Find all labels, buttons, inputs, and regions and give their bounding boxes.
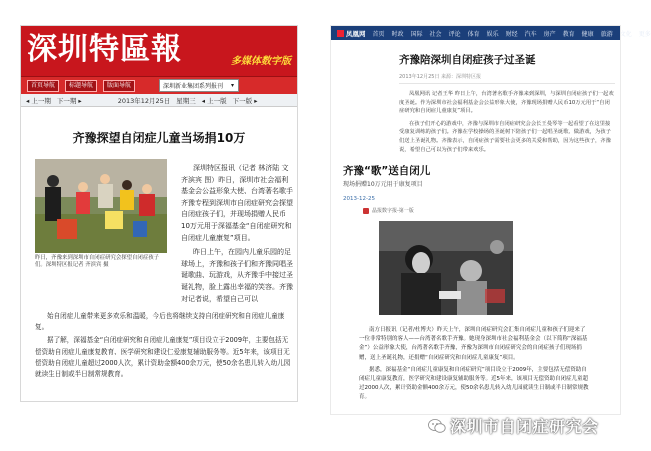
newspaper-clipping (20, 25, 298, 402)
nav-item[interactable]: 评论 (448, 30, 461, 38)
second-article-title: 齐豫“歌”送自闭儿 (343, 165, 431, 177)
newspaper-tagline: 多媒体数字版 (231, 56, 291, 67)
web-article-body (399, 90, 615, 154)
newspaper-masthead (21, 26, 297, 76)
nav-item[interactable]: 房产 (543, 30, 556, 38)
nav-item[interactable]: 体育 (467, 30, 480, 38)
media-icon (363, 208, 369, 214)
media-source-label: 晶报数字报-第一版 (372, 208, 414, 214)
prev-issue-label: 上一期 (31, 96, 51, 105)
site-brand-label: 凤凰网 (346, 29, 366, 38)
next-page-label: 下一版 (232, 96, 253, 105)
nav-item-more[interactable]: 更多 (638, 30, 651, 38)
second-article-body (359, 326, 589, 406)
photo-caption: 昨日，齐豫来到深圳市自闭症研究会探望自闭症孩子们。深圳特区报记者 齐滨宾 摄 (35, 255, 159, 268)
chevron-down-icon: ▾ (231, 82, 235, 89)
watermark-text: 深圳市自闭症研究会 (450, 417, 599, 436)
nav-item[interactable]: 文化 (619, 30, 632, 38)
issue-date: 2013年12月25日 (117, 96, 171, 105)
article-title: 齐豫探望自闭症儿童当场捐10万 (72, 131, 246, 145)
prev-page-label: 上一版 (207, 96, 227, 105)
site-brand[interactable] (337, 29, 366, 38)
web-paragraph: 在孩子们开心的游戏中，齐豫与深圳市自闭症研究会会长王曼琴等一起看望了在这里接受康复训练的孩子们。齐豫在学校操场的圣诞树下陪孩子们一起唱圣诞歌、做游戏，为孩子们送上圣诞礼物。齐豫表示，自闭症孩子需要社会更多的关爱和帮助，因为这些孩子，齐豫说，希望自己可以为孩子们带来欢乐。 (399, 120, 611, 153)
media-source[interactable] (363, 207, 414, 214)
second-article-subtitle: 现场捐赠10万元用于康复项目 (343, 181, 423, 188)
next-issue-label: 下一期 (56, 96, 77, 105)
brand-logo-icon (337, 30, 344, 37)
next-page-link[interactable]: 下一版 ▸ (232, 96, 258, 105)
title-nav-button[interactable]: 标题导航 (65, 80, 97, 92)
edition-select[interactable]: 深圳新业集团系列报刊 (159, 79, 239, 92)
newspaper-subbar (21, 76, 297, 94)
article-paragraph: 据了解，深福基金“自闭症研究和自闭症儿童康复”项目设立于2009年，主要包括无偿资助自闭症儿童康复教育、医学研究和建设仁爱康复辅助服务等。近5年来，该项目无偿资助自闭症儿童超过2000人次，累计资助金额400余万元，使50余名患儿转入幼儿园就读生日制或半日制常规教育。 (35, 336, 291, 379)
prev-issue-link[interactable]: ◂ 上一期 (26, 96, 51, 105)
web-paragraph: 据悉，深福基金“自闭症儿童康复和自闭症研究”项目设立于2009年，主要包括无偿资助自闭症儿童康复教育，医学研究和建设康复辅助服务等。近5年来，该项目无偿资助自闭症儿童超过2000人次，累计资助金额400余万元，使50余名患儿转入幼儿园就读生日制或半日制常规教育。 (359, 366, 589, 401)
singer-with-child-photo (379, 221, 513, 315)
article-paragraph: 始自闭症儿童带来更多欢乐和温暖，今后也将继续支持自闭症研究和自闭症儿童康复。 (35, 312, 285, 332)
watermark (428, 414, 599, 437)
article-paragraph: 昨日上午，在园内儿童乐园的足球场上，齐豫和孩子们和齐豫同唱圣诞歌曲、玩游戏，从齐豫手中接过圣诞礼物，脸上露出幸福的笑容。齐豫对记者说，希望自己可以 (181, 248, 293, 303)
nav-item[interactable]: 旅游 (600, 30, 613, 38)
page-nav-button[interactable]: 版面导航 (103, 80, 135, 92)
article-paragraph: 深圳特区报讯（记者 林济陆 文 齐滨宾 图）昨日，深圳市社会福利基金会公益形象大使、台湾著名歌手齐豫专程到深圳市自闭症研究会探望自闭症孩子们，并现场捐赠人民币10万元用于深福基金“自闭症研究和自闭症儿童康复”项目。 (181, 164, 293, 242)
article-body (35, 311, 293, 382)
nav-item[interactable]: 娱乐 (486, 30, 499, 38)
issue-weekday: 星期三 (176, 96, 196, 105)
nav-item[interactable]: 财经 (505, 30, 518, 38)
site-navbar (331, 26, 651, 40)
web-news-page (330, 25, 651, 415)
nav-item[interactable]: 教育 (562, 30, 575, 38)
web-article-meta: 2013年12月25日 来源：深圳特区报 (399, 73, 615, 84)
article-column (181, 163, 293, 308)
article-photo (35, 159, 167, 253)
second-article-photo (379, 221, 513, 315)
newspaper-navbar (21, 94, 297, 107)
next-issue-link[interactable]: 下一期 ▸ (56, 96, 82, 105)
newspaper-logo: 深圳特區報 (27, 32, 182, 67)
nav-item[interactable]: 首页 (372, 30, 385, 38)
nav-item[interactable]: 健康 (581, 30, 594, 38)
web-paragraph: 凤凰网讯 记者王华 昨日上午，台湾著名歌手齐豫来到深圳，与深圳自闭症孩子们一起欢度圣诞。作为深圳市社会福利基金会公益形象大使，齐豫现场捐赠人民币10万元用于“自闭症研究和自闭症儿童康复”项目。 (399, 91, 614, 115)
wechat-icon (428, 418, 446, 434)
second-article-date: 2013-12-25 (343, 196, 375, 202)
children-playing-photo (35, 159, 167, 253)
nav-item[interactable]: 汽车 (524, 30, 537, 38)
nav-item[interactable]: 时政 (391, 30, 404, 38)
web-article (399, 48, 615, 158)
web-paragraph: 南方日报讯（记者/杜博夫）昨天上午，深圳自闭症研究会汇集自闭症儿童和孩子们迎来了一位非常特别的客人——台湾著名歌手齐豫。她现身深圳市社会福利基金会（以下简称“深福基金”）公益形象大使，台湾著名歌手齐豫，齐豫为深圳市自闭症研究会的自闭症孩子们现场捐赠，送上圣诞礼物，还捐赠“自闭症研究和自闭症儿童康复”项目。 (359, 327, 588, 361)
home-nav-button[interactable]: 首页导航 (27, 80, 59, 92)
nav-item[interactable]: 社会 (429, 30, 442, 38)
nav-item[interactable]: 国际 (410, 30, 423, 38)
prev-page-link[interactable]: ◂ 上一版 (201, 96, 227, 105)
web-article-title: 齐豫陪深圳自闭症孩子过圣诞 (399, 54, 536, 66)
